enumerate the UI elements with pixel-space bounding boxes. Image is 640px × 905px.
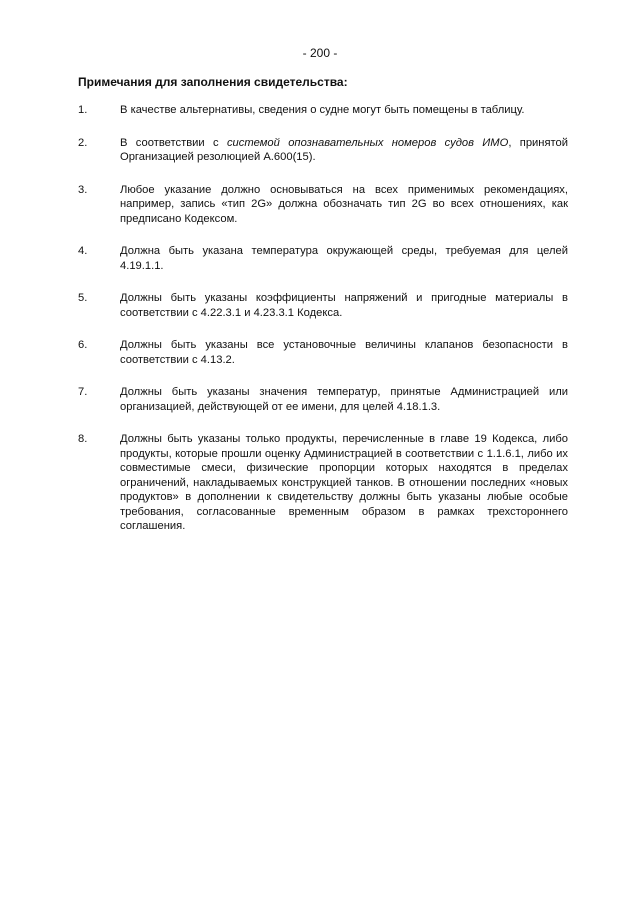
note-item-4 bbox=[78, 244, 568, 273]
note-number: 7. bbox=[78, 386, 88, 398]
note-text: Должны быть указаны все установочные величины клапанов безопасности в соответствии с 4.13.2. bbox=[120, 339, 568, 366]
note-number: 4. bbox=[78, 245, 88, 257]
note-item-5 bbox=[78, 291, 568, 320]
note-text: В качестве альтернативы, сведения о судне могут быть помещены в таблицу. bbox=[120, 104, 525, 116]
note-number: 2. bbox=[78, 136, 88, 149]
note-item-3 bbox=[78, 183, 568, 227]
note-item-8 bbox=[78, 432, 568, 534]
note-item-7 bbox=[78, 385, 568, 414]
note-text bbox=[120, 136, 568, 165]
note-text: Должны быть указаны коэффициенты напряжений и пригодные материалы в соответствии с 4.22.3.1 и 4.23.3.1 Кодекса. bbox=[120, 292, 568, 319]
note-text-part: , принятой Организацией резолюцией A.600(15). bbox=[120, 136, 569, 163]
notes-list bbox=[78, 103, 568, 552]
note-text-italic: системой опознавательных номеров судов ИМО bbox=[226, 136, 509, 149]
note-item-6 bbox=[78, 338, 568, 367]
notes-heading: Примечания для заполнения свидетельства: bbox=[78, 75, 348, 89]
page-number: - 200 - bbox=[302, 46, 338, 60]
note-text: Должны быть указаны значения температур, принятые Администрацией или организацией, действующей от ее имени, для целей 4.18.1.3. bbox=[120, 386, 568, 413]
note-text: Должна быть указана температура окружающей среды, требуемая для целей 4.19.1.1. bbox=[120, 245, 568, 272]
note-number: 1. bbox=[78, 104, 88, 116]
note-text: Любое указание должно основываться на всех применимых рекомендациях, например, запись «тип 2G» должна обозначать тип 2G во всех отношениях, как предписано Кодексом. bbox=[120, 183, 568, 225]
note-number: 8. bbox=[78, 433, 88, 445]
note-number: 3. bbox=[78, 183, 88, 196]
note-item-2 bbox=[78, 136, 568, 165]
note-number: 5. bbox=[78, 292, 88, 304]
note-item-1 bbox=[78, 103, 568, 118]
note-text: Должны быть указаны только продукты, перечисленные в главе 19 Кодекса, либо продукты, которые прошли оценку Администрацией в соответствии с 1.1.6.1, либо их совместимые смеси, физические пропорции которых находятся в пределах ограничений, накладываемых конструкцией танков. В отношении последних «новых продуктов» в дополнении к свидетельству должны быть указаны любые особые требования, согласованные временным образом в рамках трехстороннего соглашения. bbox=[120, 433, 568, 532]
note-number: 6. bbox=[78, 339, 88, 351]
note-text-part: В соответствии с bbox=[120, 136, 227, 149]
